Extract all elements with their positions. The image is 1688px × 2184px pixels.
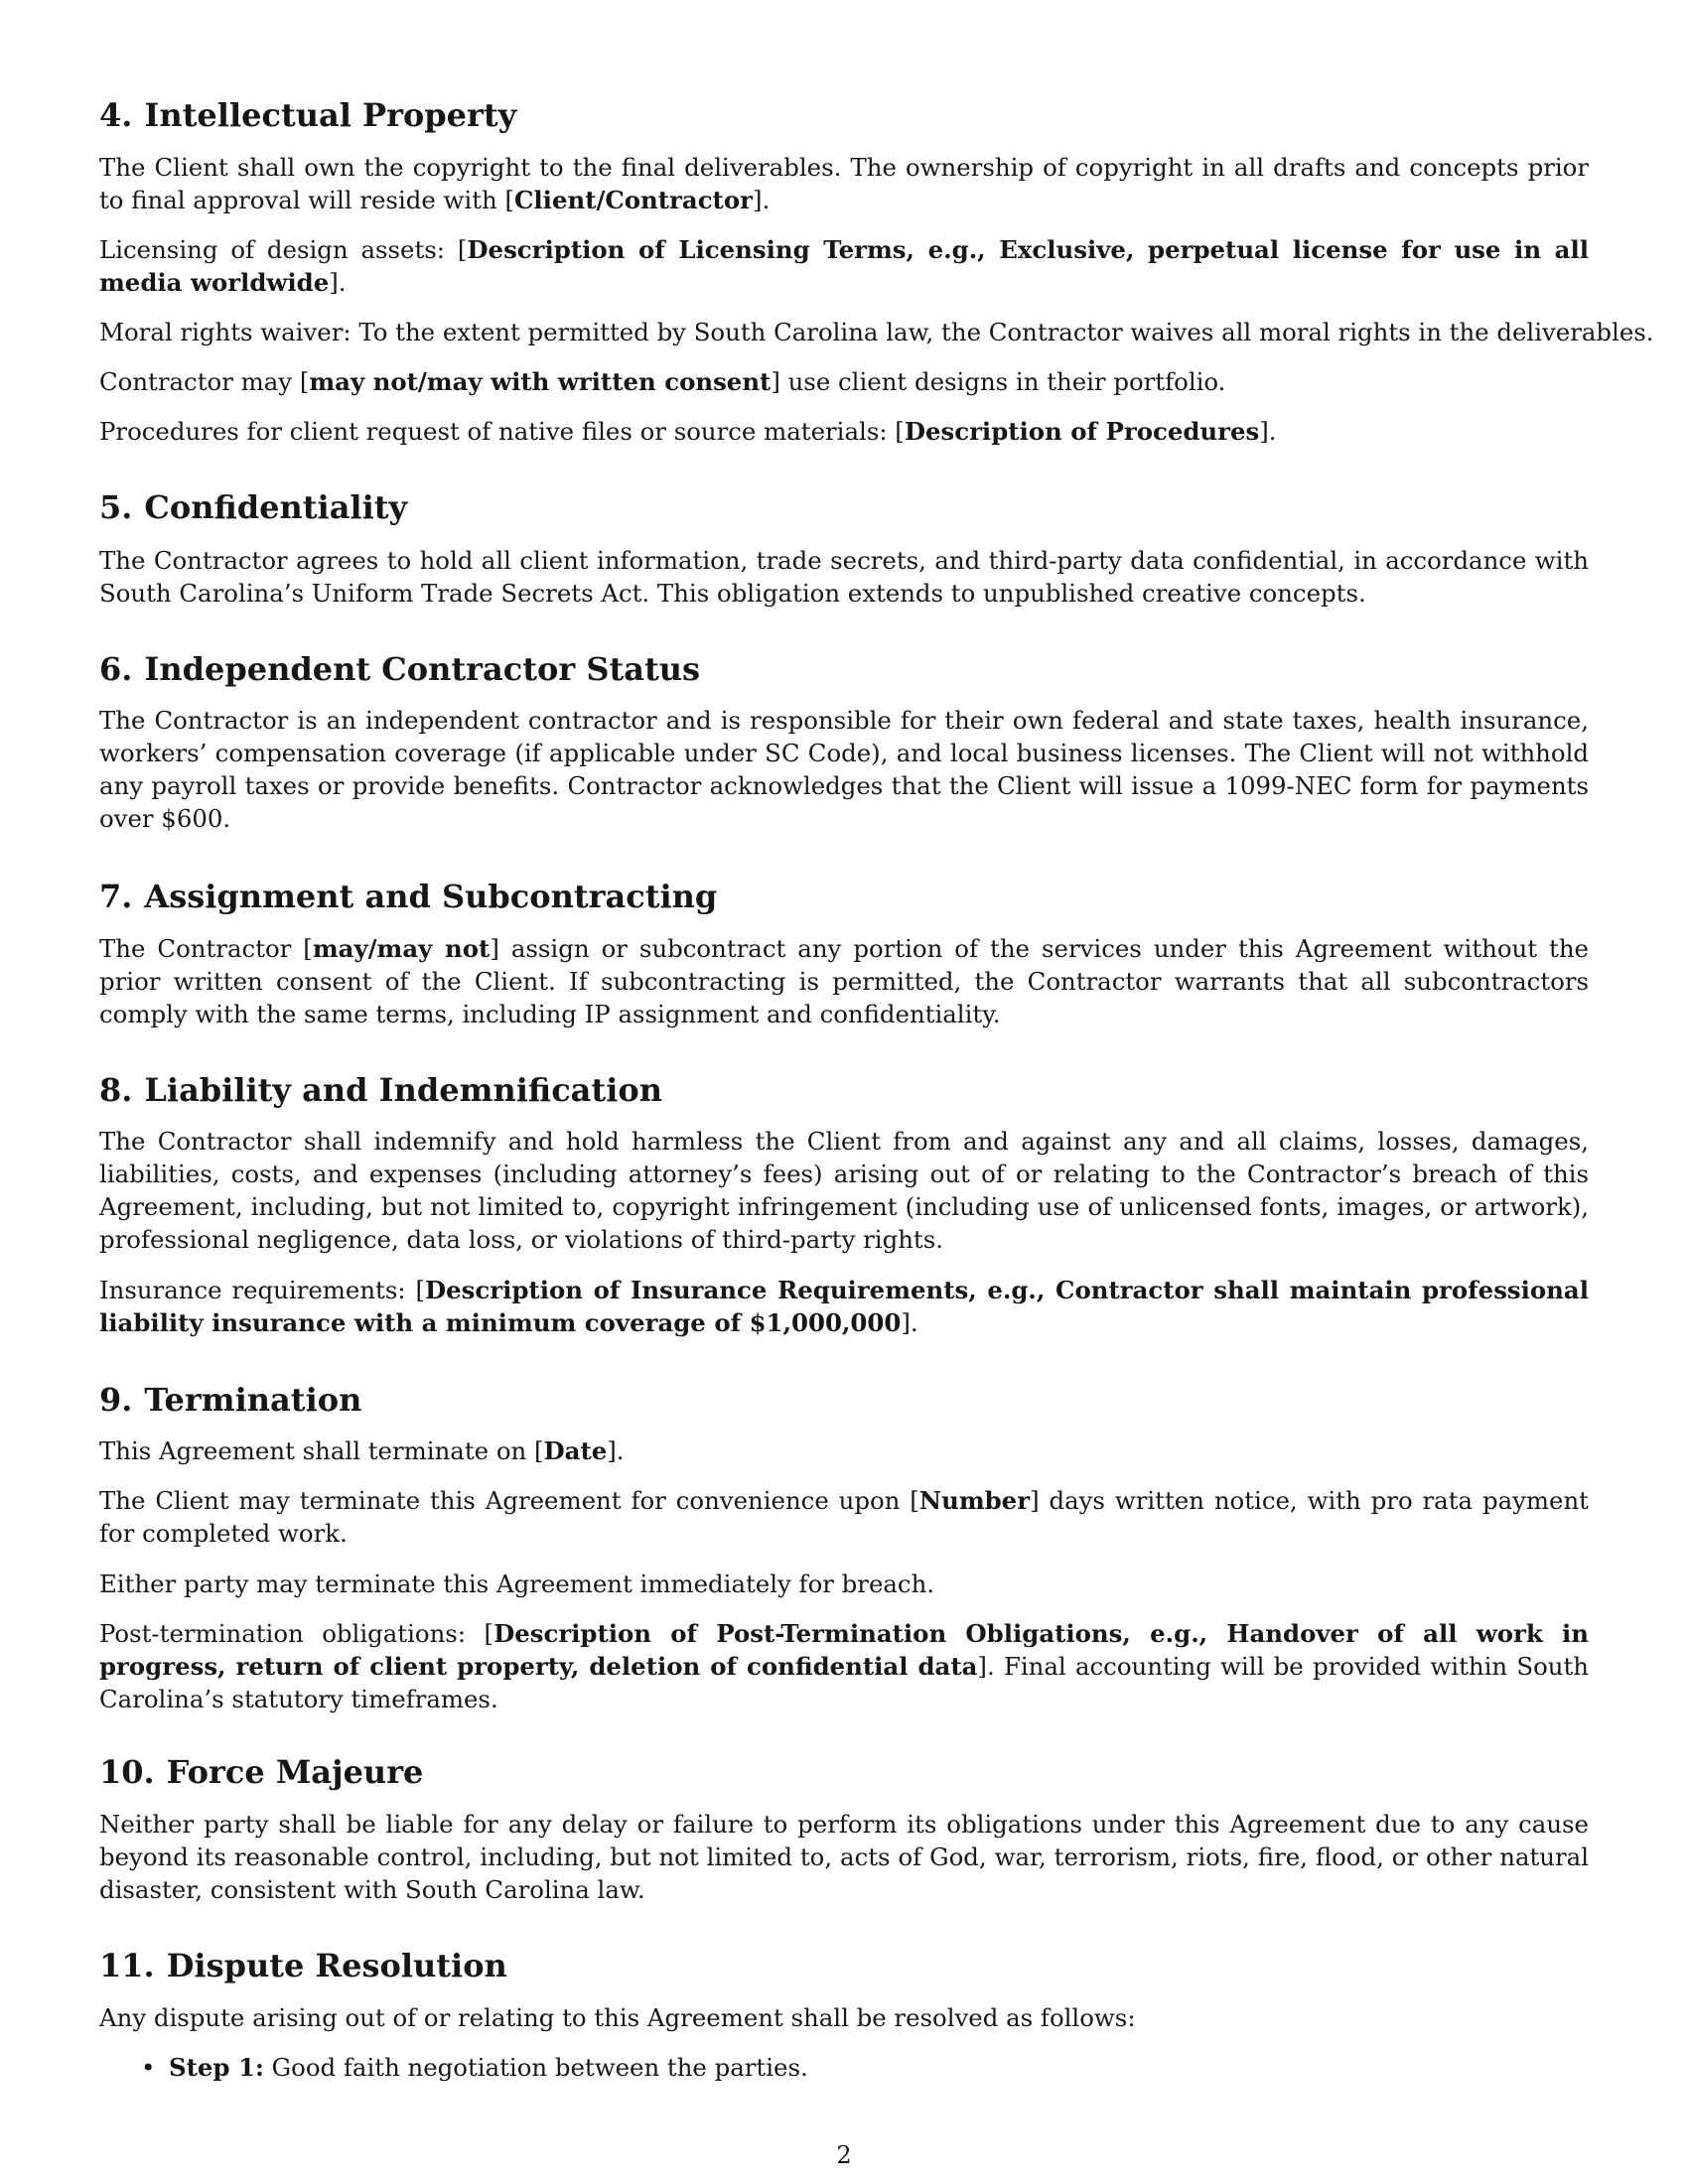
section-4-para-4: Contractor may [may not/may with written consent] use client designs in their portfolio. — [99, 367, 1226, 396]
section-9-para-2: The Client may terminate this Agreement for convenience upon [Number] days written notice, with pro rata payment for completed work. — [99, 1486, 1589, 1548]
section-4-para-5: Procedures for client request of native files or source materials: [Description of Procedures]. — [99, 417, 1277, 446]
section-5-heading: 5. Confidentiality — [99, 488, 408, 526]
section-7-heading: 7. Assignment and Subcontracting — [99, 878, 718, 915]
section-8-para-2: Insurance requirements: [Description of Insurance Requirements, e.g., Contractor shall maintain professional liability insurance with a minimum coverage of $1,000,000]. — [99, 1276, 1589, 1337]
section-9-para-3: Either party may terminate this Agreement immediately for breach. — [99, 1570, 935, 1598]
section-4-heading: 4. Intellectual Property — [99, 96, 517, 134]
section-5-para-1: The Contractor agrees to hold all client information, trade secrets, and third-party data confidential, in accordance with South Carolina’s Uniform Trade Secrets Act. This obligation extends to unpublished creative concepts. — [99, 546, 1589, 608]
section-6-heading: 6. Independent Contractor Status — [99, 650, 701, 688]
section-8-heading: 8. Liability and Indemnification — [99, 1071, 662, 1109]
section-4-para-3: Moral rights waiver: To the extent permitted by South Carolina law, the Contractor waives all moral rights in the deliverables. — [99, 318, 1654, 346]
section-6-para-1: The Contractor is an independent contractor and is responsible for their own federal and state taxes, health insurance, workers’ compensation coverage (if applicable under SC Code), and local business licenses. The Client will not withhold any payroll taxes or provide benefits. Contractor acknowledges that the Client will issue a 1099-NEC form for payments over $600. — [99, 706, 1589, 833]
section-11-para-1: Any dispute arising out of or relating to this Agreement shall be resolved as follows: — [99, 2003, 1136, 2032]
section-9-para-4: Post-termination obligations: [Description of Post-Termination Obligations, e.g., Handover of all work in progress, return of client property, deletion of confidential data]. Final accounting will be provided within South Carolina’s statutory timeframes. — [99, 1619, 1590, 1713]
section-4-para-1: The Client shall own the copyright to the final deliverables. The ownership of copyright in all drafts and concepts prior to final approval will reside with [Client/Contractor]. — [99, 153, 1589, 214]
section-4-para-2: Licensing of design assets: [Description of Licensing Terms, e.g., Exclusive, perpetual license for use in all media worldwide]. — [99, 235, 1589, 297]
section-9-para-1: This Agreement shall terminate on [Date]. — [99, 1436, 625, 1465]
section-7-para-1: The Contractor [may/may not] assign or subcontract any portion of the services under this Agreement without the prior written consent of the Client. If subcontracting is permitted, the Contractor warrants that all subcontractors comply with the same terms, including IP assignment and confidentiality. — [99, 934, 1589, 1028]
document-page: 4. Intellectual Property The Client shall own the copyright to the final deliverables. The ownership of copyright in all drafts and concepts prior to final approval will reside with [Client/Contractor]. Licensing of design assets: [Description of Licensing Terms, e.g., Exclusive, perpetual license for use in all media worldwide]. Moral rights waiver: To the extent permitted by South Carolina law, the Contractor waives all moral rights in the deliverables. Contractor may [may not/may with written consent] use client designs in their portfolio. Procedures for client request of native files or source materials: [Description of Procedures]. 5. Confidentiality The Contractor agrees to hold all client information, trade secrets, and third-party data confidential, in accordance with South Carolina’s Uniform Trade Secrets Act. This obligation extends to unpublished creative concepts. 6. Independent Contractor Status The Contractor is an independent contractor and is responsible for their own federal and state taxes, health insurance, workers’ compensation coverage (if applicable under SC Code), and local business licenses. The Client will not withhold any payroll taxes or provide benefits. Contractor acknowledges that the Client will issue a 1099-NEC form for payments over $600. 7. Assignment and Subcontracting The Contractor [may/may not] assign or subcontract any portion of the services under this Agreement without the prior written consent of the Client. If subcontracting is permitted, the Contractor warrants that all subcontractors comply with the same terms, including IP assignment and confidentiality. 8. Liability and Indemnification The Contractor shall indemnify and hold harmless the Client from and against any and all claims, losses, damages, liabilities, costs, and expenses (including attorney’s fees) arising out of or relating to the Contractor’s breach of this Agreement, including, but not limited to, copyright infringement (including use of unlicensed fonts, images, or artwork), professional negligence, data loss, or violations of third-party rights. Insurance requirements: [Description of Insurance Requirements, e.g., Contractor shall maintain professional liability insurance with a minimum coverage of $1,000,000]. 9. Termination This Agreement shall terminate on [Date]. The Client may terminate this Agreement for convenience upon [Number] days written notice, with pro rata payment for completed work. Either party may terminate this Agreement immediately for breach. Post-termination obligations: [Description of Post-Termination Obligations, e.g., Handover of all work in progress, return of client property, deletion of confidential data]. Final accounting will be provided within South Carolina’s statutory timeframes. 10. Force Majeure Neither party shall be liable for any delay or failure to perform its obligations under this Agreement due to any cause beyond its reasonable control, including, but not limited to, acts of God, war, terrorism, riots, fire, flood, or other natural disaster, consistent with South Carolina law. 11. Dispute Resolution Any dispute arising out of or relating to this Agreement shall be resolved as follows: • Step 1: Good faith negotiation between the parties. — [99, 96, 1654, 2082]
bullet-icon: • — [141, 2053, 156, 2082]
page-number: 2 — [836, 2141, 852, 2169]
section-11-heading: 11. Dispute Resolution — [99, 1947, 507, 1984]
section-9-heading: 9. Termination — [99, 1381, 362, 1419]
section-10-para-1: Neither party shall be liable for any delay or failure to perform its obligations under this Agreement due to any cause beyond its reasonable control, including, but not limited to, acts of God, war, terrorism, riots, fire, flood, or other natural disaster, consistent with South Carolina law. — [99, 1810, 1589, 1904]
section-10-heading: 10. Force Majeure — [99, 1753, 424, 1791]
section-8-para-1: The Contractor shall indemnify and hold harmless the Client from and against any and all claims, losses, damages, liabilities, costs, and expenses (including attorney’s fees) arising out of or relating to the Contractor’s breach of this Agreement, including, but not limited to, copyright infringement (including use of unlicensed fonts, images, or artwork), professional negligence, data loss, or violations of third-party rights. — [99, 1127, 1589, 1254]
